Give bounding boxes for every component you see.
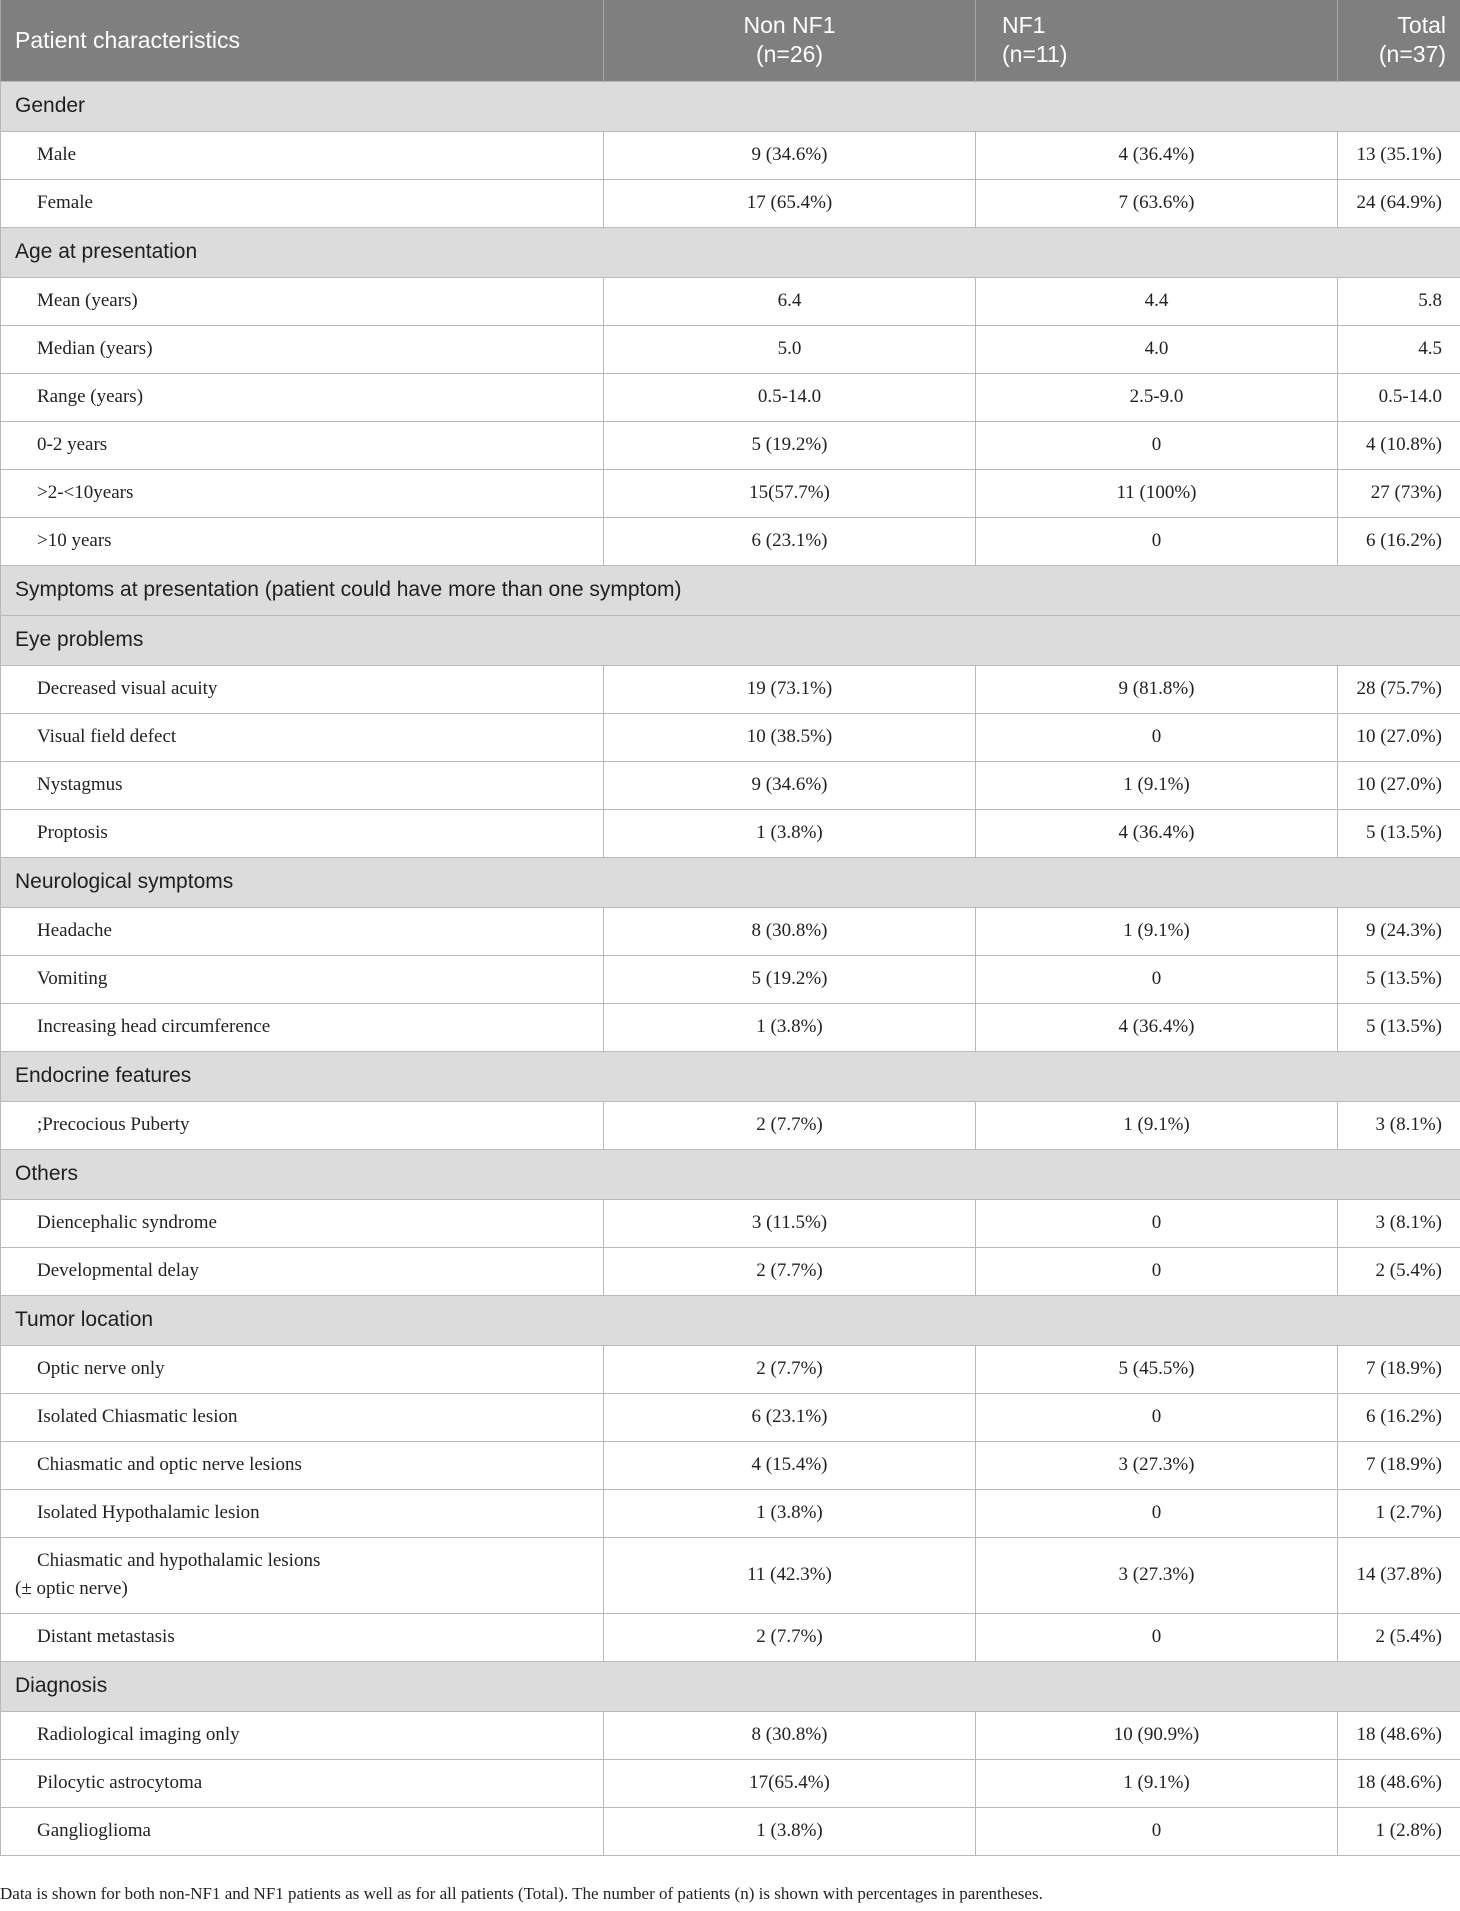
section-title: Gender <box>1 81 1460 131</box>
cell-non-nf1: 4 (15.4%) <box>604 1441 976 1489</box>
table-row <box>1 1711 1460 1759</box>
row-label: Mean (years) <box>1 277 604 325</box>
table-row <box>1 421 1460 469</box>
cell-non-nf1: 8 (30.8%) <box>604 907 976 955</box>
section-title: Diagnosis <box>1 1661 1460 1711</box>
cell-total: 3 (8.1%) <box>1338 1199 1460 1247</box>
cell-total: 9 (24.3%) <box>1338 907 1460 955</box>
section-header-row <box>1 1051 1460 1101</box>
cell-non-nf1: 9 (34.6%) <box>604 761 976 809</box>
section-title: Others <box>1 1149 1460 1199</box>
table-row <box>1 761 1460 809</box>
table-row <box>1 1345 1460 1393</box>
table-footnote: Data is shown for both non-NF1 and NF1 patients as well as for all patients (Total). The number of patients (n) is shown with percentages in parentheses. <box>0 1884 1043 1903</box>
cell-total: 6 (16.2%) <box>1338 1393 1460 1441</box>
table-row <box>1 277 1460 325</box>
cell-non-nf1: 5 (19.2%) <box>604 955 976 1003</box>
cell-total: 5.8 <box>1338 277 1460 325</box>
cell-total: 0.5-14.0 <box>1338 373 1460 421</box>
cell-nf1: 0 <box>976 1247 1338 1295</box>
cell-non-nf1: 9 (34.6%) <box>604 131 976 179</box>
cell-non-nf1: 2 (7.7%) <box>604 1247 976 1295</box>
row-label: Diencephalic syndrome <box>1 1199 604 1247</box>
section-title: Tumor location <box>1 1295 1460 1345</box>
cell-nf1: 4.4 <box>976 277 1338 325</box>
row-label: Ganglioglioma <box>1 1807 604 1855</box>
cell-nf1: 4 (36.4%) <box>976 809 1338 857</box>
section-header-row <box>1 1661 1460 1711</box>
row-label: Female <box>1 179 604 227</box>
section-title: Symptoms at presentation (patient could have more than one symptom) <box>1 565 1460 615</box>
section-header-row <box>1 857 1460 907</box>
cell-non-nf1: 11 (42.3%) <box>604 1537 976 1613</box>
cell-non-nf1: 17(65.4%) <box>604 1759 976 1807</box>
cell-nf1: 0 <box>976 517 1338 565</box>
cell-nf1: 0 <box>976 955 1338 1003</box>
row-label: 0-2 years <box>1 421 604 469</box>
cell-non-nf1: 6.4 <box>604 277 976 325</box>
table-row <box>1 1759 1460 1807</box>
cell-total: 18 (48.6%) <box>1338 1759 1460 1807</box>
cell-total: 7 (18.9%) <box>1338 1441 1460 1489</box>
cell-non-nf1: 10 (38.5%) <box>604 713 976 761</box>
table-row <box>1 517 1460 565</box>
cell-nf1: 0 <box>976 421 1338 469</box>
cell-nf1: 1 (9.1%) <box>976 907 1338 955</box>
row-label: Radiological imaging only <box>1 1711 604 1759</box>
table-row <box>1 1537 1460 1613</box>
row-label: Chiasmatic and optic nerve lesions <box>1 1441 604 1489</box>
section-title: Age at presentation <box>1 227 1460 277</box>
cell-total: 4 (10.8%) <box>1338 421 1460 469</box>
row-label: ;Precocious Puberty <box>1 1101 604 1149</box>
row-label: Isolated Chiasmatic lesion <box>1 1393 604 1441</box>
cell-nf1: 9 (81.8%) <box>976 665 1338 713</box>
cell-nf1: 11 (100%) <box>976 469 1338 517</box>
table-row <box>1 713 1460 761</box>
header-nf1: NF1 (n=11) <box>976 0 1338 81</box>
cell-non-nf1: 1 (3.8%) <box>604 1807 976 1855</box>
cell-nf1: 0 <box>976 1199 1338 1247</box>
header-row <box>1 0 1460 81</box>
cell-non-nf1: 2 (7.7%) <box>604 1345 976 1393</box>
cell-nf1: 5 (45.5%) <box>976 1345 1338 1393</box>
row-label: Optic nerve only <box>1 1345 604 1393</box>
cell-non-nf1: 8 (30.8%) <box>604 1711 976 1759</box>
cell-nf1: 0 <box>976 1393 1338 1441</box>
cell-nf1: 10 (90.9%) <box>976 1711 1338 1759</box>
section-title: Neurological symptoms <box>1 857 1460 907</box>
row-label <box>1 1537 604 1613</box>
cell-nf1: 4 (36.4%) <box>976 1003 1338 1051</box>
header-patient-characteristics: Patient characteristics <box>1 0 604 81</box>
cell-non-nf1: 1 (3.8%) <box>604 1003 976 1051</box>
row-label: Decreased visual acuity <box>1 665 604 713</box>
section-header-row <box>1 565 1460 615</box>
cell-nf1: 0 <box>976 713 1338 761</box>
row-label: Developmental delay <box>1 1247 604 1295</box>
cell-non-nf1: 5 (19.2%) <box>604 421 976 469</box>
table-row <box>1 1247 1460 1295</box>
cell-total: 18 (48.6%) <box>1338 1711 1460 1759</box>
section-title: Endocrine features <box>1 1051 1460 1101</box>
cell-total: 5 (13.5%) <box>1338 809 1460 857</box>
cell-non-nf1: 6 (23.1%) <box>604 517 976 565</box>
cell-total: 28 (75.7%) <box>1338 665 1460 713</box>
cell-nf1: 0 <box>976 1489 1338 1537</box>
row-label: Median (years) <box>1 325 604 373</box>
row-label: Distant metastasis <box>1 1613 604 1661</box>
table-row <box>1 1441 1460 1489</box>
row-label: Proptosis <box>1 809 604 857</box>
cell-total: 1 (2.8%) <box>1338 1807 1460 1855</box>
table-row <box>1 1199 1460 1247</box>
cell-total: 27 (73%) <box>1338 469 1460 517</box>
cell-non-nf1: 15(57.7%) <box>604 469 976 517</box>
table-row <box>1 907 1460 955</box>
row-label: Visual field defect <box>1 713 604 761</box>
cell-total: 10 (27.0%) <box>1338 713 1460 761</box>
row-label-line2: (± optic nerve) <box>15 1578 128 1599</box>
cell-total: 4.5 <box>1338 325 1460 373</box>
table-row <box>1 325 1460 373</box>
section-header-row <box>1 227 1460 277</box>
table-row <box>1 1393 1460 1441</box>
cell-non-nf1: 17 (65.4%) <box>604 179 976 227</box>
cell-nf1: 3 (27.3%) <box>976 1441 1338 1489</box>
cell-non-nf1: 5.0 <box>604 325 976 373</box>
cell-nf1: 0 <box>976 1613 1338 1661</box>
row-label-line1: Chiasmatic and hypothalamic lesions <box>37 1550 321 1571</box>
cell-total: 2 (5.4%) <box>1338 1247 1460 1295</box>
table-row <box>1 665 1460 713</box>
table-body <box>1 81 1460 1855</box>
header-total: Total (n=37) <box>1338 0 1460 81</box>
table-row <box>1 809 1460 857</box>
section-header-row <box>1 615 1460 665</box>
cell-total: 7 (18.9%) <box>1338 1345 1460 1393</box>
cell-nf1: 0 <box>976 1807 1338 1855</box>
row-label: Increasing head circumference <box>1 1003 604 1051</box>
cell-nf1: 1 (9.1%) <box>976 761 1338 809</box>
table-row <box>1 1489 1460 1537</box>
row-label: Nystagmus <box>1 761 604 809</box>
cell-total: 10 (27.0%) <box>1338 761 1460 809</box>
row-label: >10 years <box>1 517 604 565</box>
table-row <box>1 1613 1460 1661</box>
section-header-row <box>1 1295 1460 1345</box>
row-label: Vomiting <box>1 955 604 1003</box>
cell-total: 5 (13.5%) <box>1338 955 1460 1003</box>
cell-non-nf1: 3 (11.5%) <box>604 1199 976 1247</box>
cell-non-nf1: 6 (23.1%) <box>604 1393 976 1441</box>
cell-non-nf1: 0.5-14.0 <box>604 373 976 421</box>
cell-nf1: 4.0 <box>976 325 1338 373</box>
cell-non-nf1: 19 (73.1%) <box>604 665 976 713</box>
section-header-row <box>1 81 1460 131</box>
section-title: Eye problems <box>1 615 1460 665</box>
row-label: >2-<10years <box>1 469 604 517</box>
cell-nf1: 2.5-9.0 <box>976 373 1338 421</box>
table-header <box>1 0 1460 81</box>
cell-total: 14 (37.8%) <box>1338 1537 1460 1613</box>
cell-total: 2 (5.4%) <box>1338 1613 1460 1661</box>
cell-nf1: 1 (9.1%) <box>976 1759 1338 1807</box>
table-row <box>1 131 1460 179</box>
cell-nf1: 7 (63.6%) <box>976 179 1338 227</box>
cell-total: 5 (13.5%) <box>1338 1003 1460 1051</box>
table-row <box>1 373 1460 421</box>
cell-total: 1 (2.7%) <box>1338 1489 1460 1537</box>
row-label: Pilocytic astrocytoma <box>1 1759 604 1807</box>
cell-non-nf1: 2 (7.7%) <box>604 1613 976 1661</box>
section-header-row <box>1 1149 1460 1199</box>
cell-non-nf1: 1 (3.8%) <box>604 1489 976 1537</box>
cell-nf1: 4 (36.4%) <box>976 131 1338 179</box>
cell-total: 13 (35.1%) <box>1338 131 1460 179</box>
cell-non-nf1: 2 (7.7%) <box>604 1101 976 1149</box>
table-row <box>1 1101 1460 1149</box>
row-label: Range (years) <box>1 373 604 421</box>
cell-total: 6 (16.2%) <box>1338 517 1460 565</box>
cell-non-nf1: 1 (3.8%) <box>604 809 976 857</box>
table-row <box>1 1003 1460 1051</box>
row-label: Headache <box>1 907 604 955</box>
row-label: Male <box>1 131 604 179</box>
table-row <box>1 469 1460 517</box>
cell-total: 24 (64.9%) <box>1338 179 1460 227</box>
cell-nf1: 3 (27.3%) <box>976 1537 1338 1613</box>
table-row <box>1 179 1460 227</box>
cell-nf1: 1 (9.1%) <box>976 1101 1338 1149</box>
table-row <box>1 955 1460 1003</box>
cell-total: 3 (8.1%) <box>1338 1101 1460 1149</box>
table-row <box>1 1807 1460 1855</box>
header-non-nf1: Non NF1 (n=26) <box>604 0 976 81</box>
row-label: Isolated Hypothalamic lesion <box>1 1489 604 1537</box>
